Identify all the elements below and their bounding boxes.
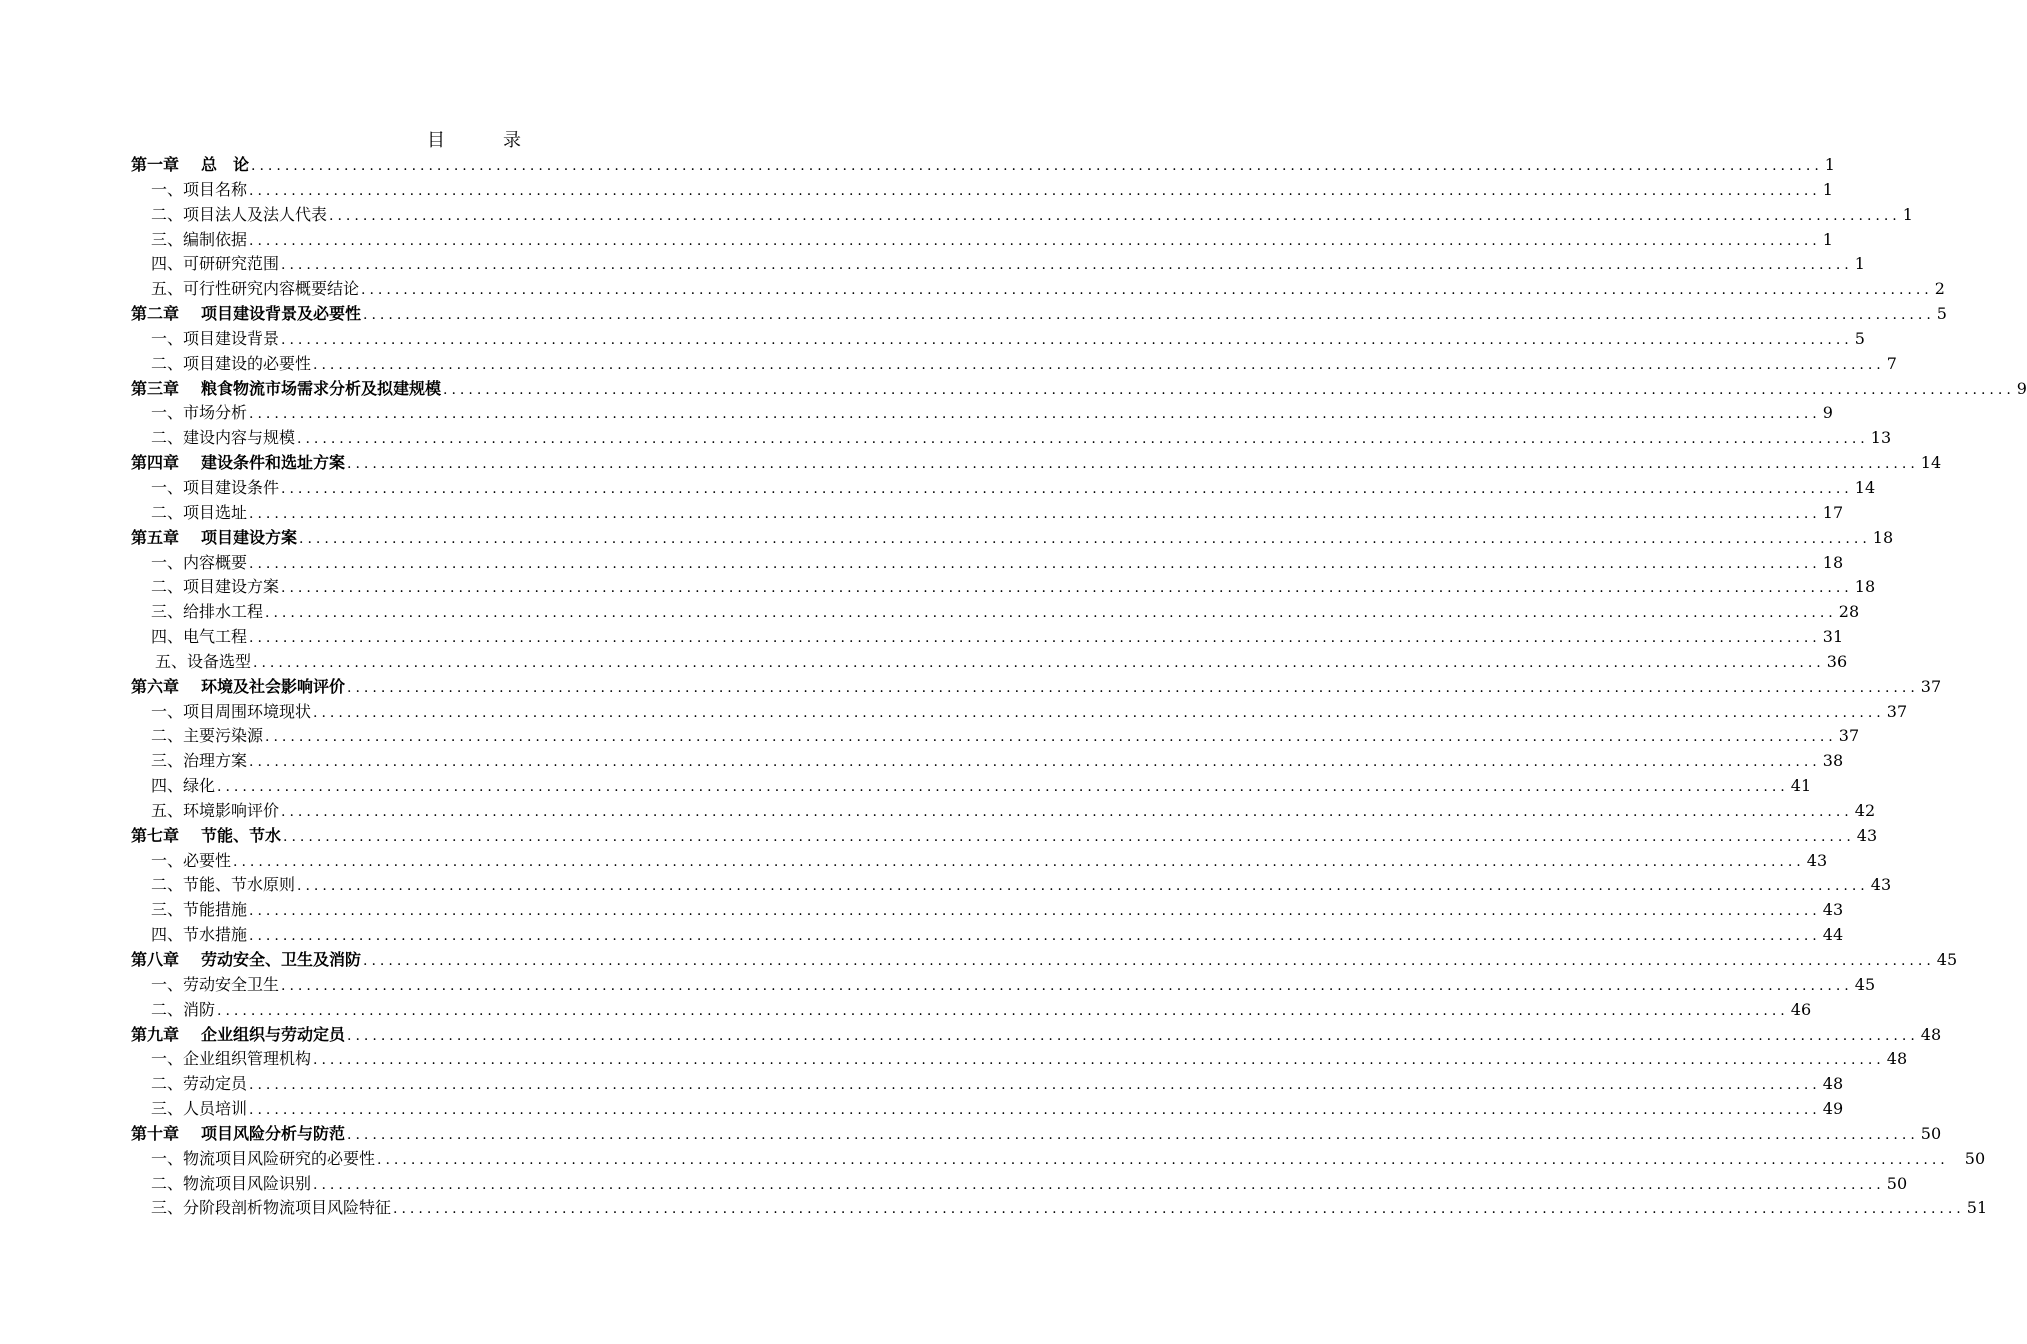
toc-entry-text: 二、项目建设方案 [151,577,280,597]
chapter-number: 第六章 [131,676,180,696]
toc-entry-label [131,1146,375,1169]
toc-entry-label [131,400,247,423]
toc-entry-label [131,425,295,448]
toc-entry-text: 一、内容概要 [151,552,248,572]
toc-entry-text: 节能、节水 [201,825,282,845]
toc-entry-label [131,1171,311,1194]
toc-section-entry[interactable] [131,922,1844,947]
toc-page-number: 1 [1822,229,1833,249]
toc-entry-text: 劳动安全、卫生及消防 [201,950,362,969]
toc-entry-label [131,177,247,200]
toc-section-entry[interactable] [131,500,1844,525]
toc-entry-label [131,227,247,250]
toc-entry-text: 三、人员培训 [151,1099,248,1119]
toc-section-entry[interactable] [131,1096,1844,1121]
toc-entry-text: 一、必要性 [151,850,232,870]
toc-entry-text: 一、项目建设背景 [151,328,280,348]
toc-entry-text: 项目建设方案 [201,527,298,547]
dot-leader [313,705,1885,721]
dot-leader [297,431,1869,447]
dot-leader [249,754,1821,770]
toc-entry-label [131,723,263,746]
dot-leader [253,655,1825,671]
toc-entry-text: 一、项目名称 [151,179,248,199]
toc-entry-label [131,872,295,895]
dot-leader [297,878,1869,894]
toc-entry-label [131,748,247,771]
toc-page-number: 31 [1822,627,1844,647]
toc-page-number: 46 [1790,999,1812,1019]
toc-page-number: 9 [1822,403,1833,423]
chapter-number: 第七章 [131,825,180,845]
toc-section-entry[interactable] [131,997,1812,1022]
toc-entry-text: 项目风险分析与防范 [201,1123,346,1143]
toc-chapter-entry[interactable] [131,525,1894,550]
toc-entry-label [131,649,251,672]
toc-section-entry[interactable] [131,1195,1988,1220]
toc-page-number: 1 [1824,155,1835,174]
toc-section-entry[interactable] [131,872,1892,897]
toc-entry-label [131,674,345,697]
toc-page-number: 49 [1822,1099,1844,1119]
chapter-number: 第八章 [131,950,180,969]
toc-page-number: 41 [1790,776,1812,796]
toc-entry-text: 五、环境影响评价 [151,800,280,820]
dot-leader [251,158,1823,174]
toc-section-entry[interactable] [131,1071,1844,1096]
chapter-number: 第四章 [131,453,180,473]
toc-chapter-entry[interactable] [131,674,1942,699]
toc-entry-text: 一、劳动安全卫生 [151,974,280,994]
toc-section-entry[interactable] [131,624,1844,649]
toc-chapter-entry[interactable] [131,823,1878,848]
toc-entry-label [131,202,327,225]
toc-entry-label [131,450,345,473]
toc-section-entry[interactable] [131,649,1848,674]
dot-leader [393,1201,1965,1217]
toc-entry-label [131,1046,311,1069]
toc-title-char-2: 录 [503,130,523,151]
toc-page-number: 1 [1854,254,1865,274]
toc-page-number: 2 [1934,279,1945,299]
toc-section-entry[interactable] [131,574,1876,599]
toc-page-number: 1 [1902,204,1913,224]
toc-entry-text: 四、绿化 [151,776,216,796]
toc-entry-text: 一、项目建设条件 [151,477,280,497]
chapter-number: 第三章 [131,378,180,398]
toc-entry-label [131,624,247,647]
dot-leader [443,382,2015,398]
toc-title [0,126,950,152]
toc-entry-label [131,599,263,622]
dot-leader [265,729,1837,745]
toc-page-number: 37 [1886,701,1908,721]
toc-section-entry[interactable] [131,425,1892,450]
toc-entry-text: 一、企业组织管理机构 [151,1049,312,1069]
dot-leader [281,481,1853,497]
toc-entry-label [131,525,297,548]
toc-entry-label [131,773,215,796]
toc-page-number: 1 [1822,179,1833,199]
toc-entry-label [131,326,279,349]
toc-page-number: 44 [1822,925,1844,945]
toc-page-number: 38 [1822,751,1844,771]
toc-section-entry[interactable] [131,475,1876,500]
toc-entry-label [131,823,281,846]
dot-leader [281,804,1853,820]
toc-page-number: 48 [1886,1049,1908,1069]
toc-entry-text: 三、给排水工程 [151,602,264,622]
toc-entry-text: 粮食物流市场需求分析及拟建规模 [201,378,442,398]
toc-page-number: 50 [1964,1148,1986,1168]
toc-chapter-entry[interactable] [131,152,1835,177]
dot-leader [313,1177,1885,1193]
chapter-number: 第五章 [131,527,180,547]
toc-section-entry[interactable] [131,227,1833,252]
toc-entry-text: 二、项目法人及法人代表 [151,204,328,224]
dot-leader [313,357,1885,373]
toc-section-entry[interactable] [131,400,1833,425]
toc-entry-label [131,152,249,175]
table-of-contents [131,152,2027,1220]
toc-entry-text: 三、分阶段剖析物流项目风险特征 [151,1198,392,1218]
toc-page-number: 13 [1870,428,1892,448]
toc-entry-label [131,798,279,821]
toc-page-number: 37 [1920,676,1942,696]
dot-leader [363,307,1935,323]
toc-section-entry[interactable] [131,351,1897,376]
toc-section-entry[interactable] [131,748,1844,773]
toc-entry-text: 四、电气工程 [151,627,248,647]
toc-entry-text: 总 论 [201,155,250,174]
dot-leader [265,605,1837,621]
toc-entry-text: 项目建设背景及必要性 [201,304,362,324]
toc-section-entry[interactable] [131,550,1844,575]
toc-entry-text: 二、建设内容与规模 [151,428,296,448]
dot-leader [249,903,1821,919]
dot-leader [249,928,1821,944]
dot-leader [281,580,1853,596]
toc-entry-text: 建设条件和选址方案 [201,453,346,473]
toc-chapter-entry[interactable] [131,376,2027,401]
toc-section-entry[interactable] [131,202,1913,227]
toc-entry-label [131,251,279,274]
toc-entry-text: 二、项目选址 [151,502,248,522]
toc-entry-text: 四、可研研究范围 [151,254,280,274]
toc-page-number: 18 [1872,527,1894,547]
toc-entry-label [131,376,441,399]
toc-entry-text: 五、设备选型 [155,651,252,671]
toc-page-number: 18 [1822,552,1844,572]
dot-leader [377,1152,1949,1168]
toc-page-number: 43 [1870,875,1892,895]
toc-entry-text: 三、治理方案 [151,751,248,771]
dot-leader [363,953,1935,969]
toc-page-number: 43 [1806,850,1828,870]
dot-leader [281,257,1853,273]
toc-page-number: 42 [1854,800,1876,820]
dot-leader [249,1102,1821,1118]
toc-entry-text: 五、可行性研究内容概要结论 [151,279,360,299]
toc-page-number: 14 [1920,453,1942,473]
toc-entry-text: 四、节水措施 [151,925,248,945]
chapter-number: 第九章 [131,1024,180,1044]
dot-leader [347,1127,1919,1143]
toc-page-number: 48 [1920,1024,1942,1044]
toc-entry-label [131,972,279,995]
dot-leader [283,829,1855,845]
toc-section-entry[interactable] [131,326,1865,351]
toc-section-entry[interactable] [131,599,1860,624]
toc-entry-label [131,276,359,299]
toc-section-entry[interactable] [131,972,1876,997]
toc-section-entry[interactable] [131,276,1945,301]
toc-section-entry[interactable] [131,848,1828,873]
dot-leader [217,1003,1789,1019]
dot-leader [249,183,1821,199]
toc-entry-label [131,351,311,374]
toc-chapter-entry[interactable] [131,1121,1942,1146]
toc-entry-label [131,1071,247,1094]
toc-section-entry[interactable] [131,251,1865,276]
toc-entry-text: 企业组织与劳动定员 [201,1024,346,1044]
toc-page-number: 45 [1854,974,1876,994]
toc-entry-text: 二、主要污染源 [151,726,264,746]
toc-page-number: 17 [1822,502,1844,522]
toc-section-entry[interactable] [131,723,1860,748]
dot-leader [347,1028,1919,1044]
toc-page-number: 45 [1936,950,1958,969]
toc-entry-label [131,550,247,573]
toc-page-number: 28 [1838,602,1860,622]
chapter-number: 第一章 [131,155,180,174]
toc-entry-label [131,997,215,1020]
toc-section-entry[interactable] [131,897,1844,922]
toc-entry-text: 一、市场分析 [151,403,248,423]
toc-entry-text: 二、劳动定员 [151,1074,248,1094]
dot-leader [281,978,1853,994]
toc-entry-label [131,500,247,523]
dot-leader [347,680,1919,696]
toc-entry-label [131,301,361,324]
toc-entry-text: 三、节能措施 [151,900,248,920]
toc-section-entry[interactable] [131,1171,1908,1196]
dot-leader [361,282,1933,298]
toc-page-number: 9 [2016,378,2027,398]
toc-entry-label [131,1121,345,1144]
toc-page-number: 5 [1936,304,1947,324]
toc-page-number: 36 [1826,651,1848,671]
toc-page-number: 43 [1822,900,1844,920]
dot-leader [249,406,1821,422]
toc-section-entry[interactable] [131,699,1908,724]
toc-entry-label [131,947,361,970]
toc-page-number: 50 [1886,1173,1908,1193]
toc-chapter-entry[interactable] [131,1022,1942,1047]
toc-page-number: 5 [1854,328,1865,348]
toc-page-number: 43 [1856,825,1878,845]
toc-page-number: 51 [1966,1198,1988,1218]
chapter-number: 第二章 [131,304,180,324]
toc-page-number: 48 [1822,1074,1844,1094]
dot-leader [217,779,1789,795]
toc-entry-label [131,897,247,920]
toc-section-entry[interactable] [131,1146,1986,1171]
toc-section-entry[interactable] [131,773,1812,798]
toc-entry-label [131,574,279,597]
toc-entry-text: 三、编制依据 [151,229,248,249]
toc-entry-text: 一、项目周围环境现状 [151,701,312,721]
toc-title-char-1: 目 [427,130,447,151]
toc-entry-label [131,475,279,498]
dot-leader [249,506,1821,522]
toc-entry-text: 二、节能、节水原则 [151,875,296,895]
toc-section-entry[interactable] [131,798,1876,823]
toc-entry-label [131,699,311,722]
toc-page-number: 7 [1886,353,1897,373]
toc-page-number: 14 [1854,477,1876,497]
dot-leader [347,456,1919,472]
toc-entry-text: 一、物流项目风险研究的必要性 [151,1148,376,1168]
toc-entry-text: 环境及社会影响评价 [201,676,346,696]
toc-chapter-entry[interactable] [131,301,1947,326]
dot-leader [329,208,1901,224]
toc-section-entry[interactable] [131,177,1833,202]
toc-entry-label [131,1195,391,1218]
toc-entry-label [131,922,247,945]
dot-leader [299,531,1871,547]
toc-entry-text: 二、项目建设的必要性 [151,353,312,373]
chapter-number: 第十章 [131,1123,180,1143]
toc-section-entry[interactable] [131,1046,1908,1071]
toc-page-number: 37 [1838,726,1860,746]
dot-leader [249,556,1821,572]
toc-page-number: 50 [1920,1123,1942,1143]
toc-entry-label [131,1022,345,1045]
dot-leader [313,1052,1885,1068]
toc-entry-label [131,848,231,871]
toc-page-number: 18 [1854,577,1876,597]
toc-entry-text: 二、消防 [151,999,216,1019]
toc-entry-text: 二、物流项目风险识别 [151,1173,312,1193]
dot-leader [249,233,1821,249]
toc-chapter-entry[interactable] [131,450,1942,475]
dot-leader [281,332,1853,348]
dot-leader [249,1077,1821,1093]
dot-leader [249,630,1821,646]
toc-chapter-entry[interactable] [131,947,1958,972]
dot-leader [233,854,1805,870]
toc-entry-label [131,1096,247,1119]
